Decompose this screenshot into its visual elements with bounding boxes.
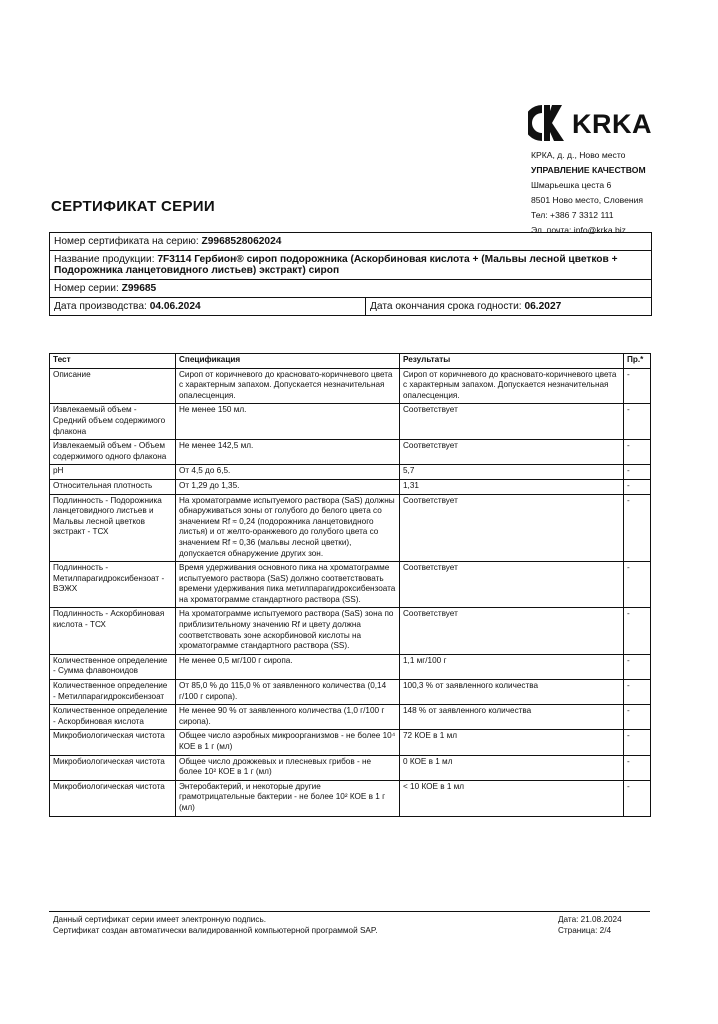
cell-spec: Не менее 150 мл. [176, 404, 400, 440]
table-row [50, 404, 651, 440]
cell-spec: Не менее 142,5 мл. [176, 440, 400, 465]
cell-test: Извлекаемый объем - Средний объем содержимого флакона [50, 404, 176, 440]
cell-spec: От 1,29 до 1,35. [176, 479, 400, 494]
product-row [50, 250, 651, 279]
cell-result: Соответствует [400, 608, 624, 654]
production-date-value: 04.06.2024 [149, 301, 201, 312]
cell-note: - [624, 755, 651, 780]
table-row [50, 479, 651, 494]
krka-logo-icon [528, 103, 568, 143]
cell-spec: От 4,5 до 6,5. [176, 465, 400, 480]
company-name: КРКА, д. д., Ново место [531, 150, 626, 160]
cell-test: Подлинность - Метилпарагидроксибензоат - ВЭЖХ [50, 562, 176, 608]
footer-sap-note: Сертификат создан автоматически валидированной компьютерной программой SAP. [53, 926, 378, 935]
footer-date: Дата: 21.08.2024 [558, 915, 622, 924]
batch-value: Z99685 [121, 283, 157, 294]
table-row [50, 608, 651, 654]
cell-spec: Не менее 90 % от заявленного количества (1,0 г/100 г сиропа). [176, 705, 400, 730]
cell-spec: На хроматограмме испытуемого раствора (SaS) зона по приблизительному значению Rf и цвету должна соответствовать зоне аскорбиновой кислоты на хроматограмме стандартного раствора (SS). [176, 608, 400, 654]
table-row [50, 780, 651, 816]
cell-test: Относительная плотность [50, 479, 176, 494]
cell-result: 5,7 [400, 465, 624, 480]
cell-note: - [624, 780, 651, 816]
cell-result: Сироп от коричневого до красновато-коричневого цвета с характерным запахом. Допускается незначительная опалесценция. [400, 368, 624, 404]
table-row [50, 730, 651, 755]
cell-result: Соответствует [400, 440, 624, 465]
cell-test: Количественное определение - Метилпарагидроксибензоат [50, 680, 176, 705]
cell-spec: Общее число аэробных микроорганизмов - не более 10⁴ КОЕ в 1 г (мл) [176, 730, 400, 755]
cell-test: Микробиологическая чистота [50, 780, 176, 816]
table-row [50, 494, 651, 562]
table-row [50, 562, 651, 608]
cell-spec: От 85,0 % до 115,0 % от заявленного количества (0,14 г/100 г сиропа). [176, 680, 400, 705]
cell-note: - [624, 465, 651, 480]
cert-number-value: Z9968528062024 [201, 236, 282, 247]
cell-result: 1,31 [400, 479, 624, 494]
cell-result: Соответствует [400, 562, 624, 608]
company-logo [528, 103, 653, 143]
cell-test: Описание [50, 368, 176, 404]
cell-note: - [624, 705, 651, 730]
table-row [50, 440, 651, 465]
company-department: УПРАВЛЕНИЕ КАЧЕСТВОМ [531, 165, 646, 175]
cell-spec: Не менее 0,5 мг/100 г сиропа. [176, 654, 400, 679]
batch-row [50, 279, 651, 297]
expiry-date [366, 298, 565, 315]
table-row [50, 755, 651, 780]
cell-result: 0 КОЕ в 1 мл [400, 755, 624, 780]
cell-note: - [624, 562, 651, 608]
header-note: Пр.* [624, 354, 651, 369]
dates-row [50, 297, 651, 315]
cell-note: - [624, 479, 651, 494]
cell-test: Количественное определение - Аскорбиновая кислота [50, 705, 176, 730]
cell-spec: На хроматограмме испытуемого раствора (SaS) должны обнаруживаться зоны от голубого до белого цвета со значением Rf ≈ 0,24 (подорожника ланцетовидного листья) и от желто-оранжевого до голубого цвета со значением Rf ≈ 0,36 (мальвы лесной цветки), допускается обнаружение других зон. [176, 494, 400, 562]
cell-test: Микробиологическая чистота [50, 755, 176, 780]
table-row [50, 465, 651, 480]
cell-test: Микробиологическая чистота [50, 730, 176, 755]
cell-test: pH [50, 465, 176, 480]
company-city: 8501 Ново место, Словения [531, 195, 644, 205]
cell-result: 148 % от заявленного количества [400, 705, 624, 730]
cell-note: - [624, 680, 651, 705]
company-street: Шмарьешка цеста 6 [531, 180, 612, 190]
company-phone: Тел: +386 7 3312 111 [531, 210, 614, 220]
cell-test: Подлинность - Подорожника ланцетовидного листьев и Мальвы лесной цветков экстракт - ТСХ [50, 494, 176, 562]
footer-signature-note: Данный сертификат серии имеет электронную подпись. [53, 915, 267, 924]
footer-left [53, 914, 378, 936]
cell-test: Извлекаемый объем - Объем содержимого одного флакона [50, 440, 176, 465]
footer-page: Страница: 2/4 [558, 926, 612, 935]
certificate-header-box [49, 232, 652, 316]
table-header-row [50, 354, 651, 369]
cell-result: 72 КОЕ в 1 мл [400, 730, 624, 755]
cell-result: Соответствует [400, 494, 624, 562]
cell-note: - [624, 494, 651, 562]
page-footer [49, 911, 650, 935]
header-results: Результаты [400, 354, 624, 369]
product-label: Название продукции: [54, 254, 155, 265]
page-title: СЕРТИФИКАТ СЕРИИ [51, 198, 215, 215]
cell-note: - [624, 730, 651, 755]
results-table [49, 353, 651, 817]
cell-note: - [624, 608, 651, 654]
cell-result: 100,3 % от заявленного количества [400, 680, 624, 705]
cell-note: - [624, 404, 651, 440]
expiry-date-value: 06.2027 [524, 301, 562, 312]
cell-note: - [624, 440, 651, 465]
header-test: Тест [50, 354, 176, 369]
cert-number-label: Номер сертификата на серию: [54, 236, 199, 247]
product-value: 7F3114 Гербион® сироп подорожника (Аскорбиновая кислота + (Мальвы лесной цветков + Подорожника ланцетовидного листьев) экстракт) сироп [54, 254, 618, 276]
production-date [50, 298, 366, 315]
header-specification: Спецификация [176, 354, 400, 369]
cell-result: < 10 КОЕ в 1 мл [400, 780, 624, 816]
batch-label: Номер серии: [54, 283, 119, 294]
company-email: Эл. почта: info@krka.biz [531, 225, 626, 235]
cert-number-row [50, 233, 651, 250]
footer-right [558, 914, 622, 936]
logo-text: KRKA [572, 109, 652, 139]
table-row [50, 368, 651, 404]
cell-result: 1,1 мг/100 г [400, 654, 624, 679]
table-row [50, 705, 651, 730]
cell-note: - [624, 654, 651, 679]
cell-note: - [624, 368, 651, 404]
table-row [50, 680, 651, 705]
cell-spec: Время удерживания основного пика на хроматограмме испытуемого раствора (SaS) должно соответствовать времени удерживания пика метилпарагидроксибензоата на хроматограмме стандартного раствора (SS). [176, 562, 400, 608]
cell-test: Количественное определение - Сумма флавоноидов [50, 654, 176, 679]
cell-result: Соответствует [400, 404, 624, 440]
production-date-label: Дата производства: [54, 301, 147, 312]
cell-test: Подлинность - Аскорбиновая кислота - ТСХ [50, 608, 176, 654]
cell-spec: Общее число дрожжевых и плесневых грибов - не более 10² КОЕ в 1 г (мл) [176, 755, 400, 780]
cell-spec: Энтеробактерий, и некоторые другие грамотрицательные бактерии - не более 10² КОЕ в 1 г (мл) [176, 780, 400, 816]
table-row [50, 654, 651, 679]
cell-spec: Сироп от коричневого до красновато-коричневого цвета с характерным запахом. Допускается незначительная опалесценция. [176, 368, 400, 404]
company-address [531, 148, 646, 238]
expiry-date-label: Дата окончания срока годности: [370, 301, 522, 312]
